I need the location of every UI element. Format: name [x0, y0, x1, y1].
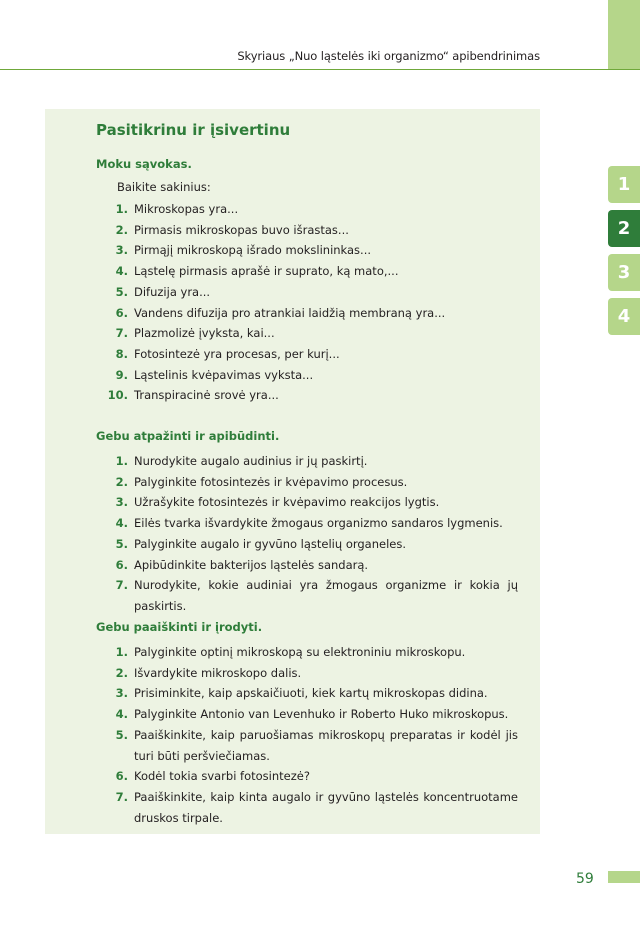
chapter-tab-3[interactable]: 3 [608, 254, 640, 291]
panel-title: Pasitikrinu ir įsivertinu [96, 121, 291, 139]
list-item: 3. Užrašykite fotosintezės ir kvėpavimo reakcijos lygtis. [115, 495, 440, 510]
list-item: 10. Transpiracinė srovė yra... [107, 388, 279, 403]
list-item: 6. Vandens difuzija pro atrankiai laidžią membraną yra... [115, 305, 446, 320]
list-item: 2. Palyginkite fotosintezės ir kvėpavimo procesus. [115, 474, 408, 489]
section-intro: Baikite sakinius: [117, 180, 211, 194]
list-item: 6. Kodėl tokia svarbi fotosintezė? [115, 769, 310, 784]
list-item: 1. Palyginkite optinį mikroskopą su elektroniniu mikroskopu. [115, 645, 466, 659]
list-item: 8. Fotosintezė yra procesas, per kurį... [115, 346, 340, 361]
section-heading-explain: Gebu paaiškinti ir įrodyti. [96, 620, 263, 634]
list-item: 4. Eilės tvarka išvardykite žmogaus organizmo sandaros lygmenis. [115, 516, 503, 531]
page-number: 59 [576, 871, 594, 887]
page-number-bar [608, 871, 640, 883]
list-item: 6. Apibūdinkite bakterijos ląstelės sandarą. [115, 557, 369, 572]
chapter-tab-4[interactable]: 4 [608, 298, 640, 335]
recognize-list [96, 451, 518, 617]
list-item: 7. Paaiškinkite, kaip kinta augalo ir gyvūno ląstelės koncentruotame druskos tirpale. [115, 789, 518, 825]
section-heading-concepts: Moku sąvokas. [96, 157, 192, 171]
corner-color-block [608, 0, 640, 70]
list-item: 9. Ląstelinis kvėpavimas vyksta... [115, 367, 314, 382]
list-item: 4. Palyginkite Antonio van Levenhuko ir Roberto Huko mikroskopus. [115, 707, 509, 722]
list-item: 5. Difuzija yra... [115, 284, 211, 299]
running-header: Skyriaus „Nuo ląstelės iki organizmo“ apibendrinimas [237, 49, 540, 63]
list-item: 2. Pirmasis mikroskopas buvo išrastas... [115, 222, 349, 237]
explain-list [96, 642, 518, 828]
list-item: 1. Nurodykite augalo audinius ir jų paskirtį. [115, 454, 368, 468]
chapter-tab-1[interactable]: 1 [608, 166, 640, 203]
list-item: 5. Paaiškinkite, kaip paruošiamas mikroskopų preparatas ir kodėl jis turi būti peršviečiamas. [115, 727, 518, 763]
list-item: 3. Pirmąjį mikroskopą išrado mokslininkas... [115, 243, 372, 258]
chapter-tab-2[interactable]: 2 [608, 210, 640, 247]
list-item: 7. Nurodykite, kokie audiniai yra žmogaus organizme ir kokia jų paskirtis. [115, 578, 518, 613]
chapter-tabs [608, 166, 640, 342]
list-item: 1. Mikroskopas yra... [115, 202, 239, 216]
review-panel [45, 109, 540, 834]
header-rule [0, 69, 640, 70]
section-heading-recognize: Gebu atpažinti ir apibūdinti. [96, 429, 280, 443]
list-item: 5. Palyginkite augalo ir gyvūno ląstelių organeles. [115, 536, 407, 551]
list-item: 7. Plazmolizė įvyksta, kai... [115, 326, 275, 341]
list-item: 4. Ląstelę pirmasis aprašė ir suprato, ką mato,... [115, 264, 399, 279]
list-item: 2. Išvardykite mikroskopo dalis. [115, 665, 302, 680]
concepts-list [96, 199, 518, 406]
list-item: 3. Prisiminkite, kaip apskaičiuoti, kiek kartų mikroskopas didina. [115, 686, 488, 701]
